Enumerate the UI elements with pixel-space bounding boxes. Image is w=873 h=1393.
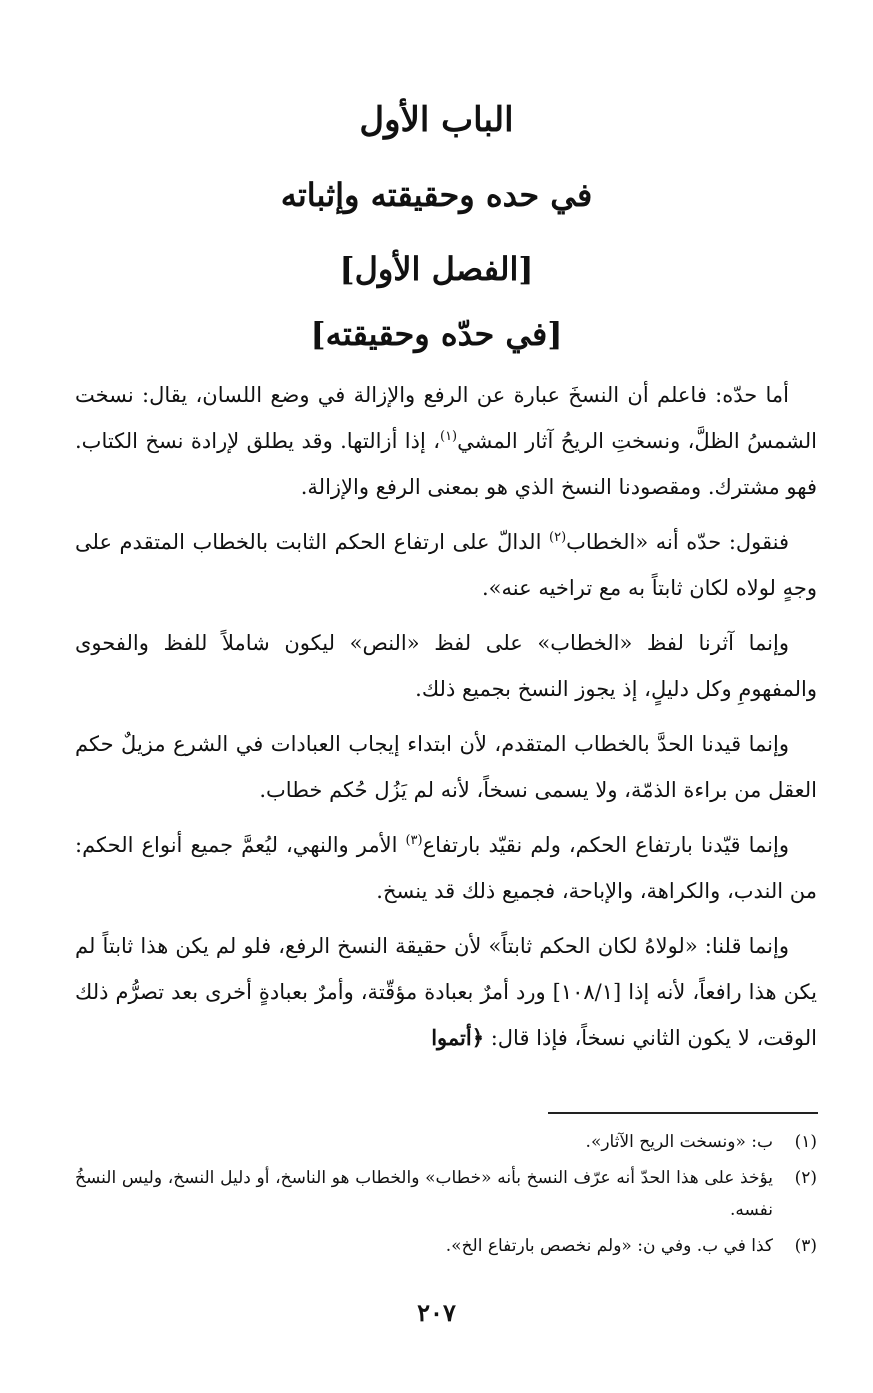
- chapter-title: الباب الأول: [359, 100, 514, 140]
- footnote-number: (٢): [794, 1168, 817, 1188]
- paragraph-2-text-cont: الدالّ على ارتفاع الحكم الثابت بالخطاب المتقدم على وجهٍ لولاه لكان ثابتاً به مع تراخيه عنه».: [75, 530, 817, 600]
- chapter-subtitle: في حده وحقيقته وإثباته: [280, 176, 593, 214]
- body-text: [75, 372, 817, 1070]
- paragraph-4: وإنما قيدنا الحدَّ بالخطاب المتقدم، لأن ابتداء إيجاب العبادات في الشرع مزيلٌ حكم العقل من براءة الذمّة، ولا يسمى نسخاً، لأنه لم يَزُل حُكم خطاب.: [75, 732, 817, 802]
- footnotes: [75, 1126, 817, 1266]
- footnote-number: (١): [794, 1132, 817, 1152]
- footnote-ref-1: (١): [439, 429, 458, 444]
- quran-quote-start: ﴿أتموا: [431, 1025, 485, 1050]
- footnote-divider: [548, 1112, 818, 1114]
- paragraph-6-text: وإنما قلنا: «لولاهُ لكان الحكم ثابتاً» لأن حقيقة النسخ الرفع، فلو لم يكن هذا ثابتاً لم يكن هذا رافعاً، لأنه إذا [١٠٨/١] ورد أمرٌ بعبادة مؤقّتة، وأمرٌ بعبادةٍ أخرى بعد تصرُّم ذلك الوقت، لا يكون الثاني نسخاً، فإذا قال:: [75, 934, 817, 1050]
- paragraph-1-text: أما حدّه: فاعلم أن النسخَ عبارة عن الرفع والإزالة في وضع اللسان، يقال: نسخت الشمسُ الظلَّ، ونسختِ الريحُ آثار المشي: [75, 383, 818, 453]
- footnote-text: يؤخذ على هذا الحدّ أنه عرّف النسخ بأنه «خطاب» والخطاب هو الناسخ، أو دليل النسخ، وليس النسخُ نفسه.: [75, 1168, 773, 1220]
- paragraph-3: وإنما آثرنا لفظ «الخطاب» على لفظ «النص» ليكون شاملاً للفظ والفحوى والمفهومِ وكل دليلٍ، إذ يجوز النسخ بجميع ذلك.: [75, 631, 817, 701]
- footnote-ref-2: (٢): [549, 530, 567, 545]
- footnote-1: [75, 1126, 817, 1158]
- page-number: ٢٠٧: [417, 1298, 456, 1327]
- footnote-ref-3: (٣): [405, 833, 423, 848]
- footnote-2: [75, 1162, 817, 1226]
- footnote-text: ب: «ونسخت الريح الآثار».: [585, 1132, 773, 1152]
- paragraph-5-text-cont: الأمر والنهي، ليُعمَّ جميع أنواع الحكم: من الندب، والكراهة، والإباحة، فجميع ذلك قد ينسخ.: [75, 833, 817, 903]
- paragraph-2-text: فنقول: حدّه أنه «الخطاب: [566, 530, 790, 554]
- paragraph-6: [75, 923, 817, 1061]
- paragraph-5: [75, 822, 817, 914]
- section-title: [الفصل الأول]: [339, 250, 534, 288]
- footnote-text: كذا في ب. وفي ن: «ولم نخصص بارتفاع الخ».: [445, 1236, 773, 1256]
- paragraph-5-text: وإنما قيّدنا بارتفاع الحكم، ولم نقيّد بارتفاع: [422, 833, 789, 857]
- section-subtitle: [في حدّه وحقيقته]: [310, 315, 563, 353]
- paragraph-2: [75, 519, 817, 611]
- footnote-number: (٣): [794, 1236, 817, 1256]
- paragraph-1-text-cont: ، إذا أزالتها. وقد يطلق لإرادة نسخ الكتاب. فهو مشترك. ومقصودنا النسخ الذي هو بمعنى الرفع والإزالة.: [75, 429, 817, 499]
- paragraph-1: [75, 372, 817, 510]
- footnote-3: [75, 1230, 817, 1262]
